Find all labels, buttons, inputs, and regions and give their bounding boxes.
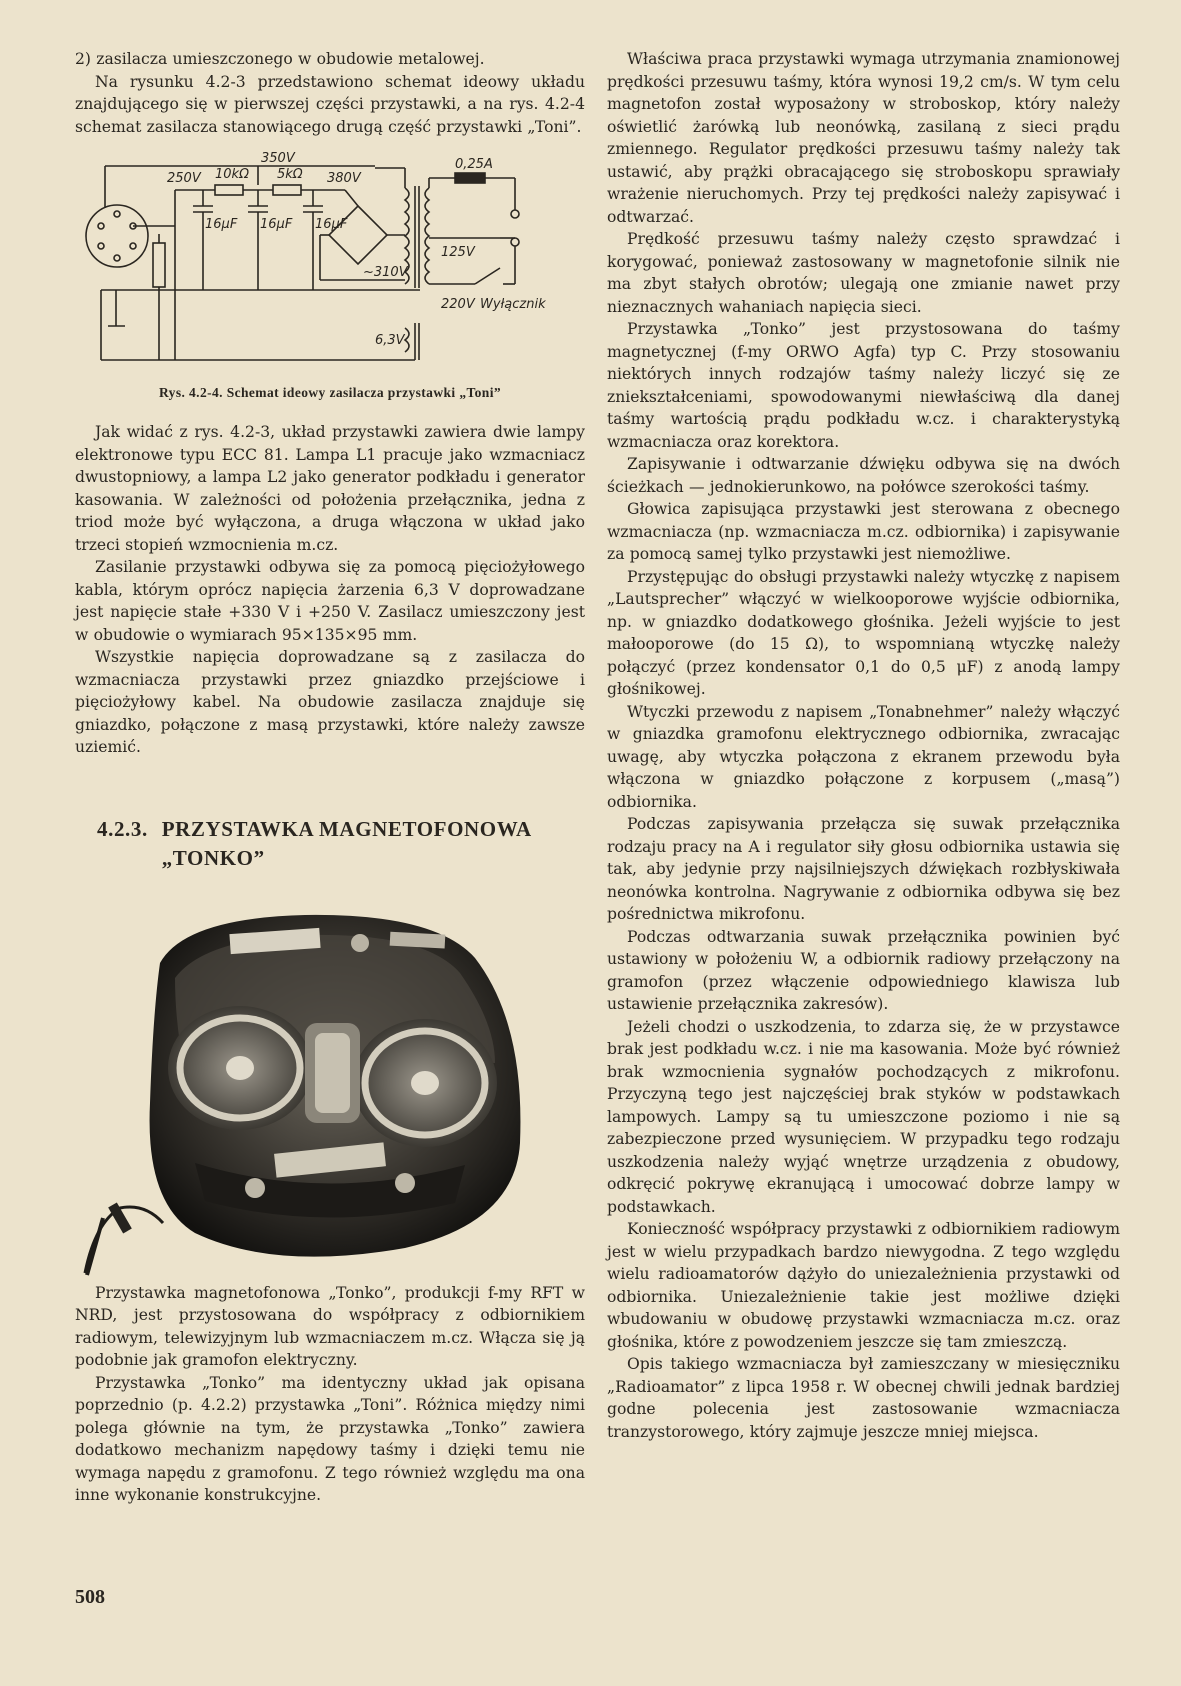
label-c3: 16μF xyxy=(315,217,348,232)
paragraph: Jeżeli chodzi o uszkodzenia, to zdarza się, że w przystawce brak jest podkładu w.cz. i nie ma kasowania. Może być również brak wzmocnienia sygnałów pochodzących z mikrofonu. Przyczyną tego jest najczęściej brak styków w podstawkach lampowych. Lampy są tu umieszczone poziomo i nie są zabezpieczone przed wysunięciem. W przypadku tego rodzaju uszkodzenia należy wyjąć wnętrze urządzenia z obudowy, odkręcić pokrywę ekranującą i umocować dobrze lampy w podstawkach. xyxy=(607,1017,1120,1216)
power-supply-schematic xyxy=(75,148,585,373)
paragraph: Wszystkie napięcia doprowadzane są z zasilacza do wzmacniacza przystawki przez gniazdko przejściowe i pięciożyłowy kabel. Na obudowie zasilacza znajduje się gniazdko, połączone z masą przystawki, które należy zawsze uziemić. xyxy=(75,648,585,756)
label-5k: 5kΩ xyxy=(277,167,303,182)
paragraph: Zapisywanie i odtwarzanie dźwięku odbywa się na dwóch ścieżkach — jednokierunkowo, na połówce szerokości taśmy. xyxy=(607,455,1120,496)
section-title: PRZYSTAWKA MAGNETOFONOWA „TONKO” xyxy=(161,816,531,870)
label-125v: 125V xyxy=(441,245,475,260)
label-250v: 250V xyxy=(167,171,201,186)
label-6v3: 6,3V xyxy=(375,333,405,348)
paragraph: Zasilanie przystawki odbywa się za pomocą pięciożyłowego kabla, którym oprócz napięcia żarzenia 6,3 V doprowadzane jest napięcie stałe +330 V i +250 V. Zasilacz umieszczony jest w obudowie o wymiarach 95×135×95 mm. xyxy=(75,558,585,644)
paragraph: Jak widać z rys. 4.2-3, układ przystawki zawiera dwie lampy elektronowe typu ECC 81. Lampa L1 pracuje jako wzmacniacz dwustopniowy, a lampa L2 jako generator podkładu i generator kasowania. W zależności od położenia przełącznika, jedna z triod może być wyłączona, a druga włączona w układ jako trzeci stopień wzmocnienia m.cz. xyxy=(75,423,585,554)
label-c2: 16μF xyxy=(260,217,293,232)
paragraph: Opis takiego wzmacniacza był zamieszczany w miesięczniku „Radioamator” z lipca 1958 r. W obecnej chwili jednak bardziej godne polecenia jest zastosowanie wzmacniacza tranzystorowego, który zajmuje jeszcze mniej miejsca. xyxy=(607,1355,1120,1441)
paragraph: Przystawka „Tonko” jest przystosowana do taśmy magnetycznej (f-my ORWO Agfa) typ C. Przy stosowaniu niektórych innych rodzajów taśmy należy liczyć się ze zniekształceniami, spowodowanymi niewłaściwą dla danej taśmy wartością prądu podkładu w.cz. i charakterystyką wzmacniacza oraz korektora. xyxy=(607,320,1120,451)
paragraph: Przystawka „Tonko” ma identyczny układ jak opisana poprzednio (p. 4.2.2) przystawka „Toni”. Różnica między nimi polega głównie na tym, że przystawka „Tonko” zawiera dodatkowo mechanizm napędowy taśmy i dzięki temu nie wymaga napędu z gramofonu. Z tego również względu ma ona inne wykonanie konstrukcyjne. xyxy=(75,1373,585,1504)
paragraph: Podczas zapisywania przełącza się suwak przełącznika rodzaju pracy na A i regulator siły głosu odbiornika ustawia się tak, aby jedynie przy najsilniejszych dźwiękach rozbłyskiwała neonówka kontrolna. Nagrywanie z odbiornika odbywa się bez pośrednictwa mikrofonu. xyxy=(607,815,1120,923)
label-switch: Wyłącznik xyxy=(480,297,546,312)
paragraph: Wtyczki przewodu z napisem „Tonabnehmer” należy włączyć w gniazdka gramofonu elektrycznego odbiornika, zwracając uwagę, aby wtyczka połączona z ekranem przewodu była włączona w gniazdko połączone z korpusem („masą”) odbiornika. xyxy=(607,702,1120,811)
paragraph: Konieczność współpracy przystawki z odbiornikiem radiowym jest w wielu przypadkach bardzo niewygodna. Z tego względu wielu radioamatorów dążyło do uniezależnienia przystawki od odbiornika. Uniezależnienie takie jest możliwe dzięki wbudowaniu w obudowę przystawki wzmacniacza m.cz. oraz głośnika, które z powodzeniem jeszcze się tam zmieszczą. xyxy=(607,1220,1120,1351)
paragraph: Przystępując do obsługi przystawki należy wtyczkę z napisem „Lautsprecher” włączyć w wielkooporowe wyjście odbiornika, np. w gniazdko dodatkowego głośnika. Jeżeli wyjście to jest małooporowe (do 15 Ω), to wspomnianą wtyczkę należy połączyć (przez kondensator 0,1 do 0,5 μF) z anodą lampy głośnikowej. xyxy=(607,567,1120,698)
tape-recorder-photo xyxy=(75,903,585,1278)
paragraph: Właściwa praca przystawki wymaga utrzymania znamionowej prędkości przesuwu taśmy, która wynosi 19,2 cm/s. W tym celu magnetofon został wyposażony w stroboskop, który należy oświetlić żarówką lub neonówką, zasilaną z sieci prądu zmiennego. Regulator prędkości przesuwu taśmy należy tak ustawić, aby prążki obracającego się stroboskopu sprawiały wrażenie nieruchomych. Przy tej prędkości należy zapisywać i odtwarzać. xyxy=(607,50,1120,226)
label-220v: 220V xyxy=(441,297,475,312)
paragraph: Przystawka magnetofonowa „Tonko”, produkcji f-my RFT w NRD, jest przystosowana do współpracy z odbiornikiem radiowym, telewizyjnym lub wzmacniaczem m.cz. Włącza się ją podobnie jak gramofon elektryczny. xyxy=(75,1283,585,1369)
label-350v: 350V xyxy=(261,151,295,166)
page-number: 508 xyxy=(75,1586,105,1608)
label-380v: 380V xyxy=(327,171,361,186)
figure-caption: Rys. 4.2-4. Schemat ideowy zasilacza przystawki „Toni” xyxy=(159,385,501,400)
label-310v: ~310V xyxy=(363,265,408,280)
paragraph: 2) zasilacza umieszczonego w obudowie metalowej. xyxy=(75,50,485,68)
label-c1: 16μF xyxy=(205,217,238,232)
right-column xyxy=(607,48,1120,1443)
label-fuse: 0,25A xyxy=(455,157,493,172)
paragraph: Podczas odtwarzania suwak przełącznika powinien być ustawiony w położeniu W, a odbiornik radiowy przełączony na gramofon (przez włączenie odpowiedniego klawisza lub ustawienie przełącznika zakresów). xyxy=(607,927,1120,1013)
paragraph: Na rysunku 4.2-3 przedstawiono schemat ideowy układu znajdującego się w pierwszej części przystawki, a na rys. 4.2-4 schemat zasilacza stanowiącego drugą część przystawki „Toni”. xyxy=(75,72,585,136)
paragraph: Prędkość przesuwu taśmy należy często sprawdzać i korygować, ponieważ zastosowany w magnetofonie silnik nie ma zbyt stałych obrotów; ulegają one zmianie nawet przy nieznacznych wahaniach napięcia sieci. xyxy=(607,230,1120,316)
section-number: 4.2.3. xyxy=(97,816,148,841)
label-10k: 10kΩ xyxy=(215,167,250,182)
left-column xyxy=(75,48,585,1507)
paragraph: Głowica zapisująca przystawki jest sterowana z obecnego wzmacniacza (np. wzmacniacza m.cz. odbiornika) i zapisywanie za pomocą samej tylko przystawki jest niemożliwe. xyxy=(607,500,1120,563)
section-heading xyxy=(97,815,585,873)
